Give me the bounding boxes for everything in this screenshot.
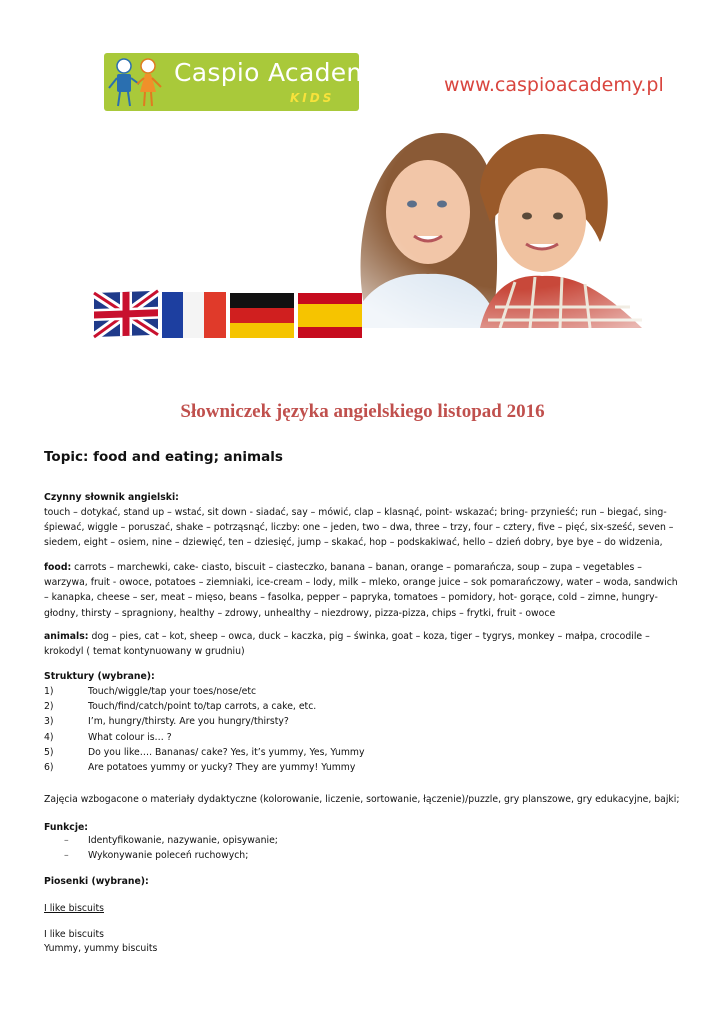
- animals-label: animals:: [44, 631, 89, 642]
- animals-text: dog – pies, cat – kot, sheep – owca, duck – kaczka, pig – świnka, goat – koza, tiger – tygrys, monkey – małpa, crocodile – krokodyl ( temat kontynuowany w grudniu): [44, 631, 650, 658]
- song-title: I like biscuits: [44, 903, 104, 914]
- list-item: – Identyfikowanie, nazywanie, opisywanie;: [64, 835, 278, 846]
- activities-text: Zajęcia wzbogacone o materiały dydaktyczne (kolorowanie, liczenie, sortowanie, łączenie)/puzzle, gry planszowe, gry edukacyjne, bajki;: [44, 794, 680, 805]
- children-photo: [330, 112, 642, 328]
- kids-figures-icon: [106, 54, 168, 110]
- uk-flag-icon: [94, 291, 158, 337]
- site-url-link[interactable]: www.caspioacademy.pl: [444, 74, 664, 96]
- language-flags: [92, 288, 364, 344]
- logo-subtext: KIDS: [290, 91, 335, 105]
- songs-heading: Piosenki (wybrane):: [44, 876, 149, 887]
- list-item: 4) What colour is… ?: [44, 731, 172, 743]
- song-line: Yummy, yummy biscuits: [44, 943, 158, 954]
- list-item: 2) Touch/find/catch/point to/tap carrots, a cake, etc.: [44, 701, 317, 713]
- animals-paragraph: [44, 629, 684, 659]
- functions-list: [44, 833, 684, 863]
- active-vocab-heading: Czynny słownik angielski:: [44, 492, 179, 503]
- germany-flag-icon: [230, 293, 294, 338]
- active-vocab-text: touch – dotykać, stand up – wstać, sit down - siadać, say – mówić, clap – klasnąć, point- wskazać; bring- przynieść; run – biegać, sing- śpiewać, wiggle – poruszać, shake – potrząsnąć, liczby: one – jeden, two – dwa, three – trzy, four – cztery, five – pięć, six-sześć, seven – siedem, eight – osiem, nine – dziewięć, ten – dziesięć, jump – skakać, hop – podskakiwać, hello – dzień dobry, bye bye – do widzenia,: [44, 507, 674, 549]
- logo-text: Caspio Academy: [174, 58, 387, 87]
- topic-heading: Topic: food and eating; animals: [44, 449, 283, 465]
- functions-heading: Funkcje:: [44, 822, 89, 833]
- song-line: I like biscuits: [44, 929, 104, 940]
- france-flag-icon: [162, 292, 226, 338]
- structures-list: [44, 684, 684, 775]
- food-label: food:: [44, 562, 72, 573]
- document-title: Słowniczek języka angielskiego listopad 2016: [180, 401, 545, 422]
- list-item: – Wykonywanie poleceń ruchowych;: [64, 850, 249, 862]
- list-item: 6) Are potatoes yummy or yucky? They are yummy! Yummy: [44, 761, 356, 773]
- list-item: 3) I’m, hungry/thirsty. Are you hungry/thirsty?: [44, 716, 289, 728]
- food-paragraph: [44, 560, 684, 621]
- food-text: carrots – marchewki, cake- ciasto, biscuit – ciasteczko, banana – banan, orange – pomarańcza, soup – zupa – vegetables – warzywa, fruit - owoce, potatoes – ziemniaki, ice-cream – lody, milk – mleko, orange juice – sok pomarańczowy, water – woda, sandwich – kanapka, cheese – ser, meat – mięso, beans – fasolka, pepper – papryka, tomatoes – pomidory, hot- gorące, cold – zimne, hungry- głodny, thirsty – spragniony, healthy – zdrowy, unhealthy – niezdrowy, pizza-pizza, chips – frytki, fruit - owoce: [44, 562, 678, 619]
- structures-heading: Struktury (wybrane):: [44, 671, 155, 682]
- list-item: 5) Do you like…. Bananas/ cake? Yes, it’s yummy, Yes, Yummy: [44, 746, 365, 758]
- list-item: 1) Touch/wiggle/tap your toes/nose/etc: [44, 686, 257, 697]
- spain-flag-icon: [298, 293, 362, 338]
